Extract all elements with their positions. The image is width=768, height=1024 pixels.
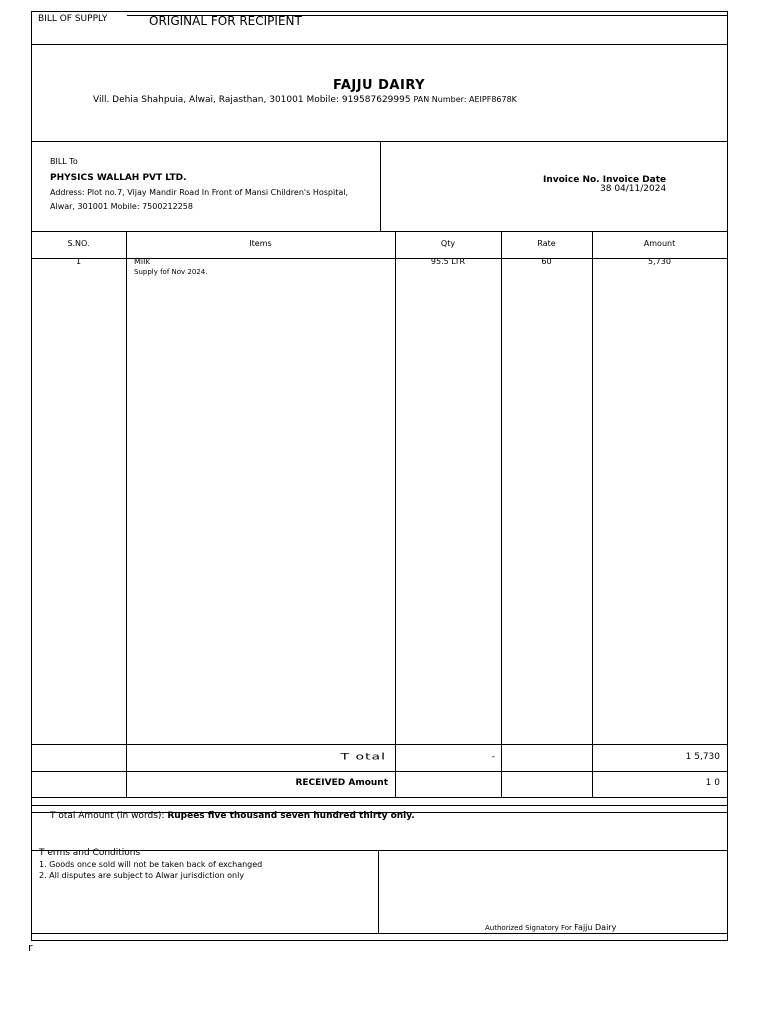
total-amount: 1 5,730 (685, 752, 720, 762)
signatory-prefix: Authorized Signatory For (485, 924, 572, 932)
seller-pan: PAN Number: AEIPF8678K (413, 95, 517, 104)
col-header-sno: S.NO. (67, 239, 90, 248)
amount-in-words (50, 812, 415, 821)
row-rate: 60 (541, 257, 552, 266)
bill-of-supply-label: BILL OF SUPPLY (38, 14, 108, 24)
received-amount-value: 1 0 (705, 778, 720, 788)
col-header-amount: Amount (643, 239, 676, 248)
received-amount-label: RECEIVED Amount (295, 778, 388, 788)
col-header-items: Items (249, 239, 272, 248)
copy-label: ORIGINAL FOR RECIPIENT (149, 14, 302, 28)
row-amount: 5,730 (648, 257, 671, 266)
row-item: Milk (134, 257, 150, 266)
amount-in-words-label: T otal Amount (in words): (50, 811, 165, 821)
col-header-rate: Rate (537, 239, 556, 248)
bill-to-label: BILL To (50, 157, 78, 166)
row-item-sub: Supply fof Nov 2024. (134, 268, 208, 276)
bill-to-address-line2: Alwar, 301001 Mobile: 7500212258 (50, 202, 193, 211)
terms-title: T erms and Conditions (39, 848, 141, 858)
invoice-value: 38 04/11/2024 (600, 184, 667, 194)
bill-to-name: PHYSICS WALLAH PVT LTD. (50, 173, 187, 183)
total-qty: - (491, 752, 495, 762)
terms-item: 2. All disputes are subject to Alwar jurisdiction only (39, 871, 245, 880)
seller-address-mobile: Vill. Dehia Shahpuia, Alwai, Rajasthan, 301001 Mobile: 919587629995 (93, 95, 411, 105)
seller-address (93, 96, 517, 105)
total-label: T otal (340, 752, 386, 762)
seller-name: FAJJU DAIRY (332, 78, 426, 93)
col-header-qty: Qty (440, 239, 456, 248)
amount-in-words-value: Rupees five thousand seven hundred thirty only. (167, 811, 415, 821)
row-qty: 95.5 LTR (430, 257, 466, 266)
row-sno: 1 (75, 257, 82, 266)
stray-mark: r (28, 941, 33, 954)
invoice-header: Invoice No. Invoice Date (543, 175, 667, 185)
signatory-name: Fajju Dairy (574, 923, 617, 932)
authorized-signatory (485, 924, 616, 932)
bill-to-address-line1: Address: Plot no.7, Vijay Mandir Road In Front of Mansi Children's Hospital, (50, 188, 348, 197)
terms-item: 1. Goods once sold will not be taken back of exchanged (39, 860, 263, 869)
